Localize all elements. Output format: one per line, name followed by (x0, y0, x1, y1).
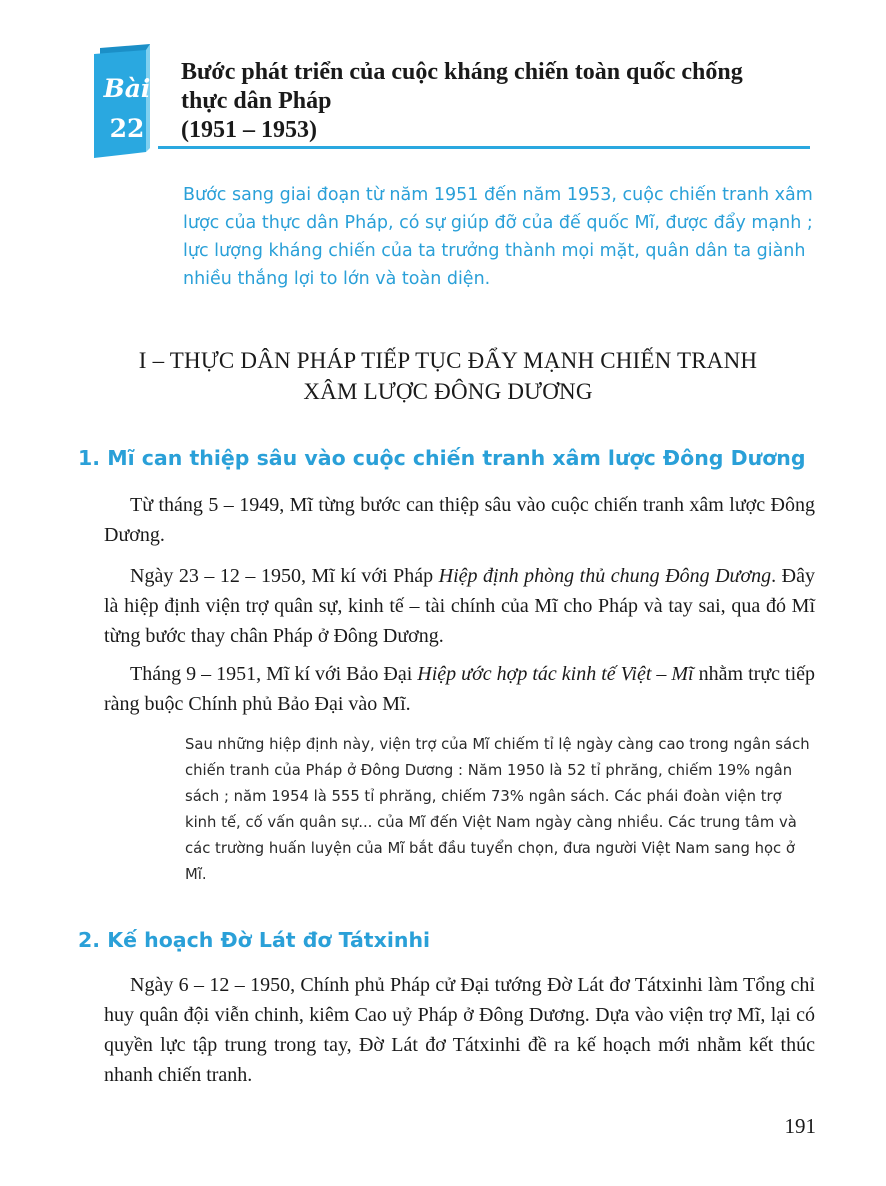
lesson-badge (92, 42, 156, 158)
lesson-title-years: (1951 – 1953) (181, 117, 317, 143)
subsection-heading-1: 1. Mĩ can thiệp sâu vào cuộc chiến tranh xâm lược Đông Dương (78, 446, 806, 470)
lesson-title-line: thực dân Pháp (181, 88, 332, 114)
treaty-name: Hiệp ước hợp tác kinh tế Việt – Mĩ (417, 663, 694, 685)
body-paragraph (104, 659, 815, 719)
lesson-title (181, 58, 821, 145)
body-paragraph: Ngày 6 – 12 – 1950, Chính phủ Pháp cử Đại tướng Đờ Lát đơ Tátxinhi làm Tổng chỉ huy quân đội viễn chinh, kiêm Cao uỷ Pháp ở Đông Dương. Dựa vào viện trợ Mĩ, lại có quyền lực tập trung trong tay, Đờ Lát đơ Tátxinhi đề ra kế hoạch mới nhằm kết thúc nhanh chiến tranh. (104, 974, 815, 1086)
section-heading-line: XÂM LƯỢC ĐÔNG DƯƠNG (303, 379, 593, 404)
text-run: . Đây là hiệp định viện trợ quân sự, kinh tế – tài chính của Mĩ cho Pháp và tay sai, qua đó Mĩ từng bước thay chân Pháp ở Đông Dương. (104, 565, 816, 647)
lesson-number: 22 (109, 114, 145, 143)
section-heading-line: I – THỰC DÂN PHÁP TIẾP TỤC ĐẨY MẠNH CHIẾN TRANH (138, 348, 758, 373)
text-run: Ngày 23 – 12 – 1950, Mĩ kí với Pháp (130, 565, 439, 587)
intro-paragraph: Bước sang giai đoạn từ năm 1951 đến năm 1953, cuộc chiến tranh xâm lược của thực dân Pháp, có sự giúp đỡ của đế quốc Mĩ, được đẩy mạnh ; lực lượng kháng chiến của ta trưởng thành mọi mặt, quân dân ta giành nhiều thắng lợi to lớn và toàn diện. (183, 185, 813, 289)
title-rule (158, 146, 810, 149)
body-paragraph (104, 561, 815, 651)
text-run: nhằm trực tiếp ràng buộc Chính phủ Bảo Đại vào Mĩ. (104, 663, 816, 715)
text-run: Tháng 9 – 1951, Mĩ kí với Bảo Đại (130, 663, 418, 685)
section-heading (90, 345, 806, 407)
lesson-title-line: Bước phát triển của cuộc kháng chiến toàn quốc chống (181, 59, 743, 85)
lesson-badge-word: Bài (103, 74, 151, 103)
subsection-heading-2: 2. Kế hoạch Đờ Lát đơ Tátxinhi (78, 928, 431, 952)
agreement-name: Hiệp định phòng thủ chung Đông Dương (438, 565, 772, 587)
body-paragraph: Từ tháng 5 – 1949, Mĩ từng bước can thiệp sâu vào cuộc chiến tranh xâm lược Đông Dương. (104, 494, 815, 546)
page-number: 191 (784, 1114, 816, 1138)
supplementary-note: Sau những hiệp định này, viện trợ của Mĩ chiếm tỉ lệ ngày càng cao trong ngân sách chiến tranh của Pháp ở Đông Dương : Năm 1950 là 52 tỉ phrăng, chiếm 19% ngân sách ; năm 1954 là 555 tỉ phrăng, chiếm 73% ngân sách. Các phái đoàn viện trợ kinh tế, cố vấn quân sự... của Mĩ đến Việt Nam ngày càng nhiều. Các trung tâm và các trường huấn luyện của Mĩ bắt đầu tuyển chọn, đưa người Việt Nam sang học ở Mĩ. (185, 736, 810, 883)
